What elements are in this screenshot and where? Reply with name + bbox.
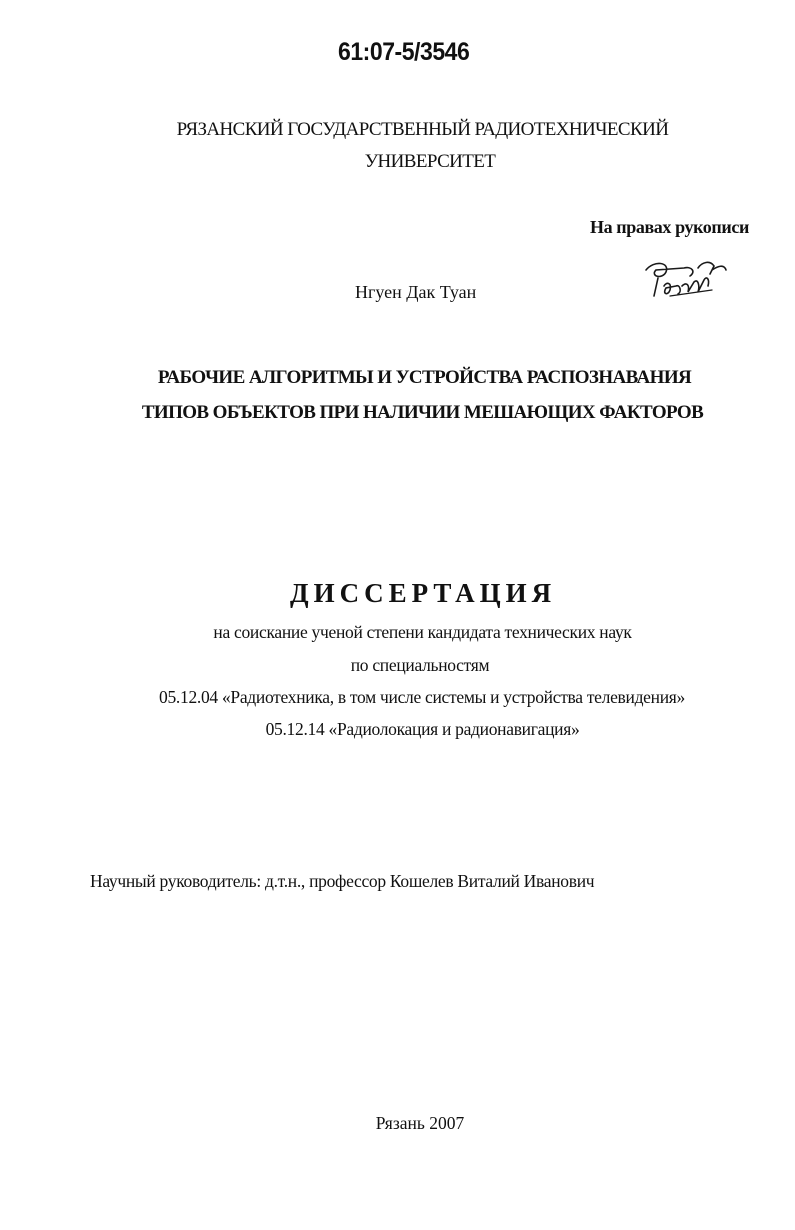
scientific-supervisor: Научный руководитель: д.т.н., профессор Кошелев Виталий Иванович xyxy=(90,871,595,891)
university-name-line-1: РЯЗАНСКИЙ ГОСУДАРСТВЕННЫЙ РАДИОТЕХНИЧЕСКИЙ xyxy=(176,119,669,140)
handwritten-signature xyxy=(640,256,730,302)
specialties-label: по специальностям xyxy=(350,655,490,675)
document-type-heading: ДИССЕРТАЦИЯ xyxy=(290,578,557,608)
catalog-number: 61:07-5/3546 xyxy=(338,38,470,66)
dissertation-title-line-1: РАБОЧИЕ АЛГОРИТМЫ И УСТРОЙСТВА РАСПОЗНАВАНИЯ xyxy=(157,367,692,388)
author-name: Нгуен Дак Туан xyxy=(355,282,477,302)
dissertation-title-line-2: ТИПОВ ОБЪЕКТОВ ПРИ НАЛИЧИИ МЕШАЮЩИХ ФАКТОРОВ xyxy=(141,402,704,423)
manuscript-rights-note: На правах рукописи xyxy=(590,217,749,237)
university-name-line-2: УНИВЕРСИТЕТ xyxy=(364,151,496,172)
degree-line: на соискание ученой степени кандидата технических наук xyxy=(213,622,632,642)
specialty-radiolocation: 05.12.14 «Радиолокация и радионавигация» xyxy=(265,719,580,739)
city-and-year: Рязань 2007 xyxy=(375,1113,465,1133)
specialty-radio-engineering: 05.12.04 «Радиотехника, в том числе системы и устройства телевидения» xyxy=(159,687,685,707)
